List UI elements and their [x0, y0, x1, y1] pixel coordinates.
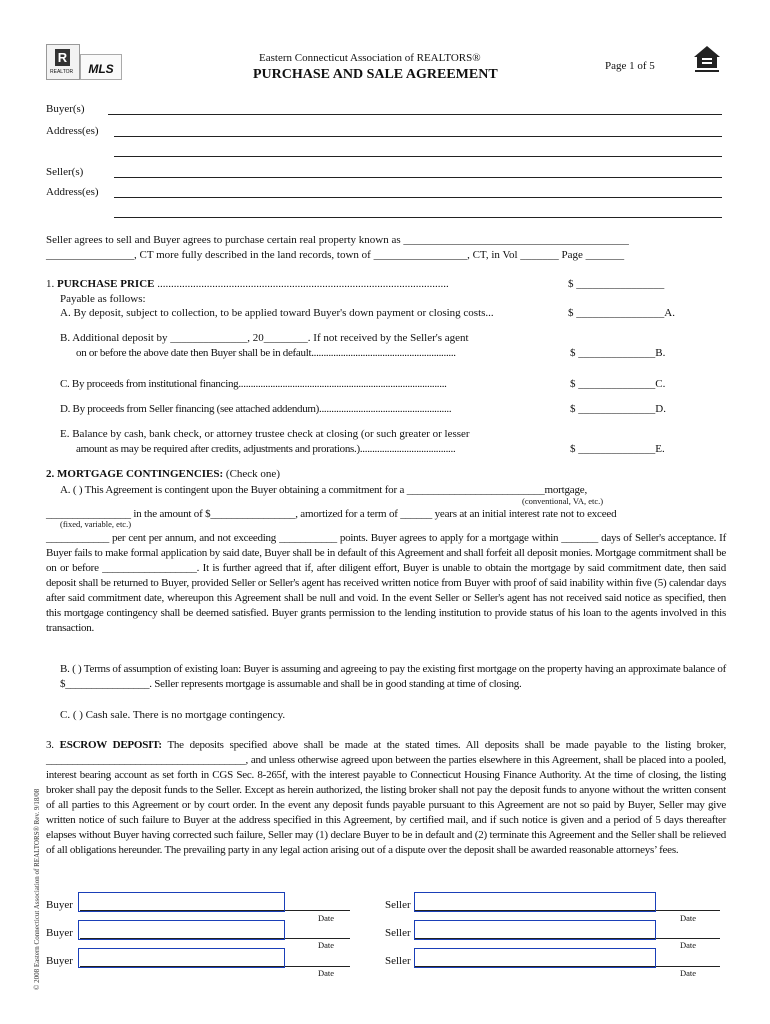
leader-dots: ..........................................................................................................	[154, 278, 449, 290]
realtor-logo-caption: REALTOR	[50, 69, 74, 75]
buyer-address-label: Address(es)	[46, 125, 99, 137]
mortgage-a-line: A. ( ) This Agreement is contingent upon the Buyer obtaining a commitment for a __________________________mortgage,	[60, 484, 588, 496]
buyer-address-field[interactable]	[114, 136, 722, 137]
escrow-number: 3.	[46, 739, 54, 751]
deposit-a-amount[interactable]: $ ________________A.	[568, 307, 675, 319]
deposit-b-text-1: B. Additional deposit by ______________, 20________. If not received by the Seller's agent	[60, 332, 469, 344]
financing-c-amount[interactable]: $ ______________C.	[570, 378, 666, 390]
deposit-b-text-2: on or before the above date then Buyer shall be in default...........................................................	[76, 347, 456, 359]
seller-sig-label-3: Seller	[385, 955, 411, 967]
mortgage-b-paragraph: B. ( ) Terms of assumption of existing loan: Buyer is assuming and agreeing to pay the existing first mortgage on the property having an approximate balance of $________________. Seller represents mortgage is assumable and shall be in good standing at time of closing.	[60, 663, 726, 690]
section-title: PURCHASE PRICE	[57, 278, 155, 290]
seller-sig-label-2: Seller	[385, 927, 411, 939]
purchase-price-amount[interactable]: $ ________________	[568, 278, 665, 290]
realtor-logo	[46, 44, 80, 80]
seller-signature-field-2[interactable]	[414, 920, 656, 940]
seller-signature-field-1[interactable]	[414, 892, 656, 912]
property-line-1: Seller agrees to sell and Buyer agrees to purchase certain real property known as _________________________________________	[46, 234, 629, 246]
seller-address-label: Address(es)	[46, 186, 99, 198]
buyer-date-label-3: Date	[318, 968, 335, 978]
purchase-price-heading	[46, 277, 449, 291]
buyer-label: Buyer(s)	[46, 103, 85, 115]
seller-date-label-1: Date	[680, 913, 697, 923]
payable-label: Payable as follows:	[60, 293, 146, 305]
financing-c-text: C. By proceeds from institutional financing.....................................................................................	[60, 378, 447, 390]
seller-field[interactable]	[114, 177, 722, 178]
seller-date-label-3: Date	[680, 968, 697, 978]
mortgage-type-hint: (conventional, VA, etc.)	[522, 496, 604, 506]
escrow-text: The deposits specified above shall be made at the stated times. All deposits shall be made payable to the listing broker, ______________________________________, and unless otherwise agreed upon between the parties elsewhere in this Agreement, shall be placed into a pooled, interest bearing account as set forth in CGS Sec. 8-265f, with the interest payable to Connecticut Housing Finance Authority. At the time of closing, the listing broker shall pay the deposit funds to the Seller. Except as herein authorized, the listing broker shall not pay the deposit funds to anyone without the written consent of all parties to this Agreement or by court order. In the event any deposit funds payable pursuant to this Agreement are not so paid by Buyer, Seller may give written notice of such failure to Buyer at the address specified in this Agreement, by certified mail, and if such notice is given and a period of 5 days thereafter elapses without Buyer having corrected such failure, Seller may (1) declare Buyer to be in default and (2) terminate this Agreement and the Seller shall be relieved of all obligations hereunder. The prevailing party in any legal action arising out of a dispute over the deposit shall be awarded reasonable attorneys’ fees.	[46, 739, 727, 856]
balance-e-text-1: E. Balance by cash, bank check, or attorney trustee check at closing (or such greater or lesser	[60, 428, 470, 440]
escrow-paragraph	[46, 738, 726, 858]
mortgage-c-line: C. ( ) Cash sale. There is no mortgage contingency.	[60, 709, 286, 721]
section-number: 1.	[46, 278, 55, 290]
balance-e-amount[interactable]: $ ______________E.	[570, 443, 665, 455]
buyer-signature-field-1[interactable]	[78, 892, 285, 912]
seller-address-field-2[interactable]	[114, 217, 722, 218]
association-name: Eastern Connecticut Association of REALTORS®	[259, 52, 481, 64]
seller-address-field[interactable]	[114, 197, 722, 198]
check-one: (Check one)	[223, 468, 280, 480]
buyer-date-label-1: Date	[318, 913, 335, 923]
buyer-sig-label-1: Buyer	[46, 899, 73, 911]
page-title: PURCHASE AND SALE AGREEMENT	[253, 67, 498, 82]
mortgage-heading	[46, 467, 280, 481]
rate-type-hint: (fixed, variable, etc.)	[60, 519, 132, 529]
seller-signature-field-3[interactable]	[414, 948, 656, 968]
property-line-2: ________________, CT more fully described in the land records, town of _________________, CT, in Vol _______ Page _______	[46, 249, 625, 261]
mortgage-amount-line: ________________ in the amount of $________________, amortized for a term of ______ years at an initial interest rate not to exceed	[46, 508, 617, 520]
buyer-sig-label-2: Buyer	[46, 927, 73, 939]
buyer-field[interactable]	[108, 114, 722, 115]
deposit-a-text: A. By deposit, subject to collection, to be applied toward Buyer's down payment or closing costs...	[60, 307, 494, 319]
mortgage-title: 2. MORTGAGE CONTINGENCIES:	[46, 468, 224, 480]
realtor-r-icon: R	[55, 49, 70, 66]
page-number: Page 1 of 5	[605, 60, 655, 72]
deposit-b-amount[interactable]: $ ______________B.	[570, 347, 666, 359]
buyer-date-label-2: Date	[318, 940, 335, 950]
buyer-signature-field-2[interactable]	[78, 920, 285, 940]
copyright-sidebar: © 2008 Eastern Connecticut Association of REALTORS® Rev. 9/18/08	[33, 788, 41, 990]
mortgage-paragraph: ____________ per cent per annum, and not exceeding ___________ points. Buyer agrees to apply for a mortgage within _______ days of Seller's acceptance. If Buyer fails to make formal application by said date, Buyer shall be in default of this Agreement and shall forfeit all deposit monies. Mortgage commitment shall be on or before __________________. It is further agreed that if, after diligent effort, Buyer is unable to obtain the mortgage by said commitment date, then said deposit shall be returned to Buyer, provided Seller or Seller's agent has received written notice from Buyer with proof of said inability within five (5) calendar days after said commitment date, whereupon this Agreement shall be null and void. In the event Seller or Seller's agent has not received said notice as specified, then this mortgage contingency shall be deemed satisfied. Buyer grants permission to the lending institution to provide status of his loan to the agents involved in this transaction.	[46, 532, 726, 634]
balance-e-text-2: amount as may be required after credits, adjustments and prorations.).......................................	[76, 443, 456, 455]
buyer-signature-field-3[interactable]	[78, 948, 285, 968]
escrow-title: ESCROW DEPOSIT:	[59, 739, 162, 751]
buyer-sig-label-3: Buyer	[46, 955, 73, 967]
financing-d-amount[interactable]: $ ______________D.	[570, 403, 666, 415]
buyer-address-field-2[interactable]	[114, 156, 722, 157]
seller-date-label-2: Date	[680, 940, 697, 950]
seller-label: Seller(s)	[46, 166, 84, 178]
mls-logo: MLS	[80, 54, 122, 80]
financing-d-text: D. By proceeds from Seller financing (see attached addendum)......................................................	[60, 403, 452, 415]
seller-sig-label-1: Seller	[385, 899, 411, 911]
equal-housing-icon	[692, 44, 722, 74]
